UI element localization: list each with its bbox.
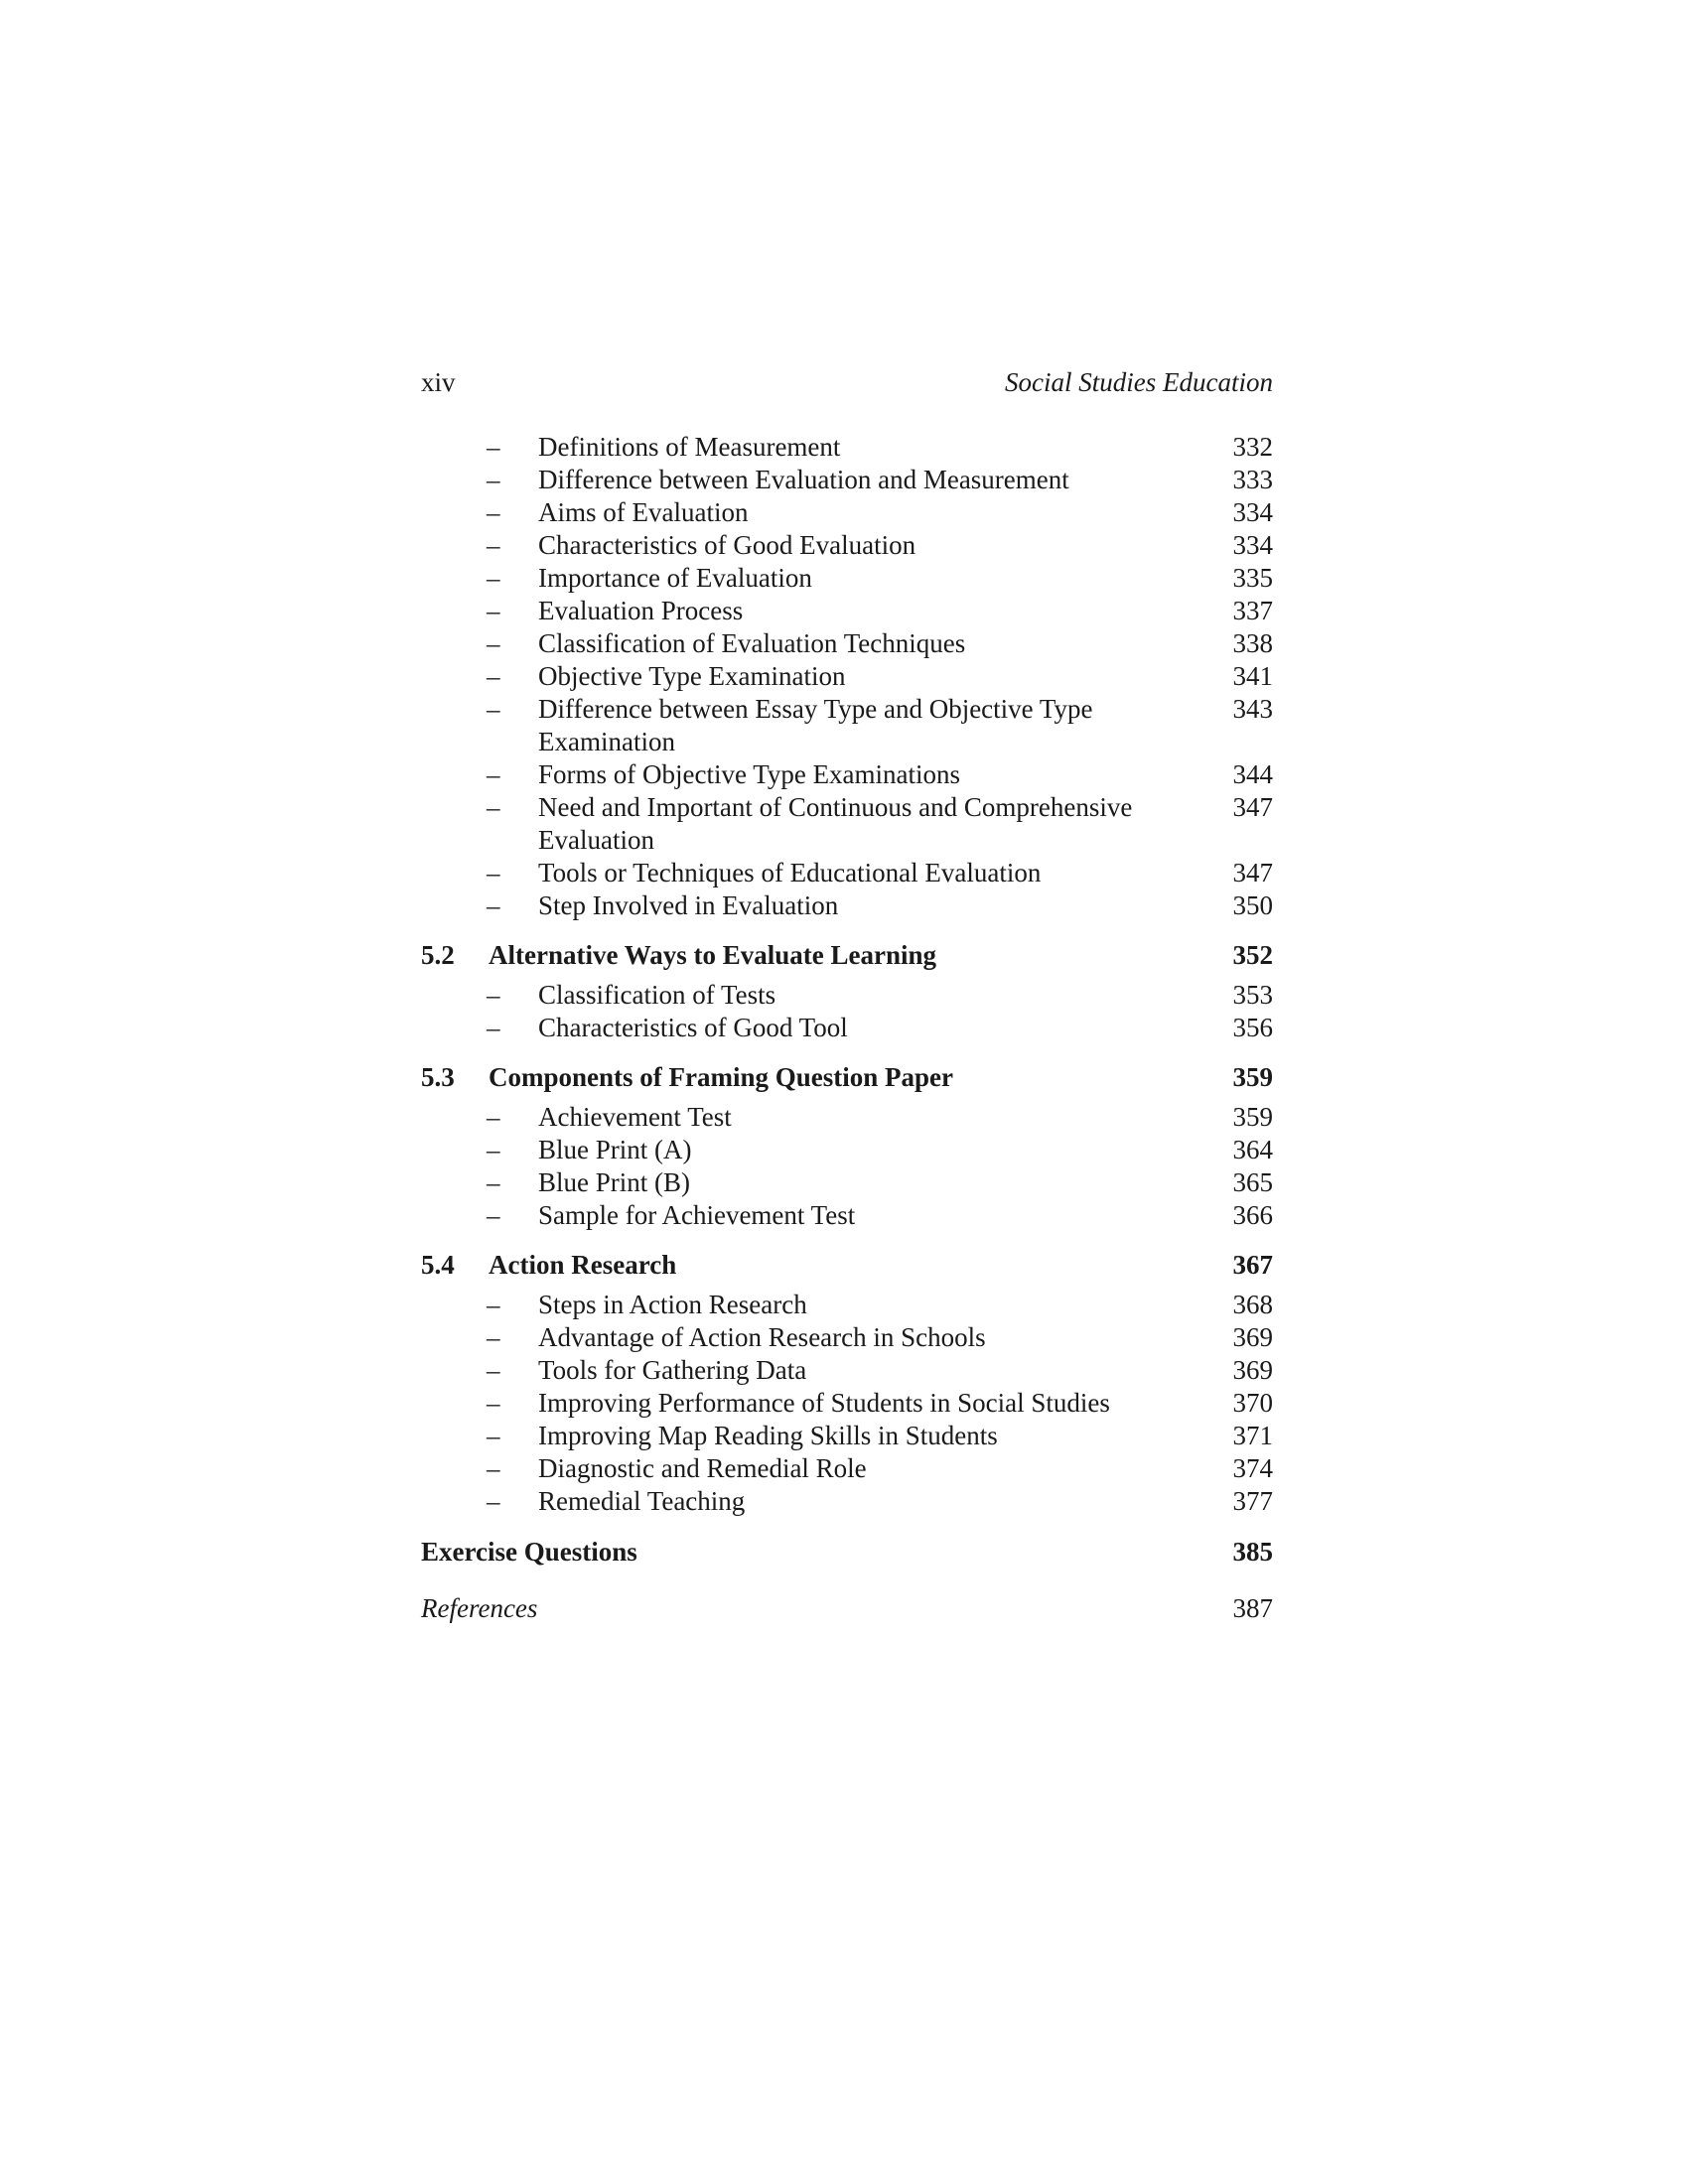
toc-item-text: Blue Print (A) [538, 1135, 692, 1164]
dash-bullet: – [487, 1013, 500, 1042]
toc-item-text: Classification of Evaluation Techniques [538, 628, 966, 658]
section-page: 359 [1232, 1062, 1273, 1092]
toc-item-page: 341 [1232, 661, 1273, 691]
toc-item-page: 334 [1232, 530, 1273, 560]
toc-item[interactable] [421, 529, 1273, 562]
exercise-questions-title: Exercise Questions [421, 1537, 637, 1567]
dash-bullet: – [487, 465, 500, 494]
references-title: References [421, 1593, 538, 1623]
toc-item[interactable] [421, 1134, 1273, 1166]
dash-bullet: – [487, 628, 500, 658]
toc-item-page: 344 [1232, 759, 1273, 789]
toc-item-page: 337 [1232, 596, 1273, 625]
toc-item-page: 347 [1232, 792, 1273, 822]
toc-item-page: 334 [1232, 497, 1273, 527]
toc-item[interactable] [421, 660, 1273, 693]
dash-bullet: – [487, 1486, 500, 1516]
toc-item[interactable] [421, 1354, 1273, 1387]
toc-item-text: Characteristics of Good Tool [538, 1013, 848, 1042]
section-number: 5.3 [421, 1062, 455, 1092]
toc-item-text: Definitions of Measurement [538, 432, 841, 462]
dash-bullet: – [487, 1421, 500, 1450]
section-page: 352 [1232, 940, 1273, 970]
dash-bullet: – [487, 1322, 500, 1352]
toc-item[interactable] [421, 1420, 1273, 1452]
toc-item-text: Achievement Test [538, 1102, 732, 1132]
toc-item-page: 366 [1232, 1200, 1273, 1230]
toc-item-text: Characteristics of Good Evaluation [538, 530, 916, 560]
dash-bullet: – [487, 792, 500, 822]
toc-item-text: Sample for Achievement Test [538, 1200, 856, 1230]
toc-item-page: 365 [1232, 1167, 1273, 1197]
dash-bullet: – [487, 1200, 500, 1230]
dash-bullet: – [487, 980, 500, 1010]
dash-bullet: – [487, 1355, 500, 1385]
toc-item-text: Tools or Techniques of Educational Evaluation [538, 858, 1042, 887]
page-folio: xiv [421, 367, 456, 397]
toc-item-page: 359 [1232, 1102, 1273, 1132]
toc-item[interactable] [421, 1485, 1273, 1518]
exercise-questions-page: 385 [1232, 1537, 1273, 1567]
toc-item-page: 353 [1232, 980, 1273, 1010]
toc-item-text: Diagnostic and Remedial Role [538, 1453, 867, 1483]
references-entry[interactable] [421, 1592, 1273, 1625]
toc-item[interactable] [421, 758, 1273, 791]
toc-item[interactable] [421, 1289, 1273, 1321]
section-heading-5-4[interactable] [421, 1249, 1273, 1282]
toc-item[interactable] [421, 496, 1273, 529]
toc-item-text: Steps in Action Research [538, 1290, 807, 1319]
toc-item[interactable] [421, 693, 1273, 758]
toc-item-page: 370 [1232, 1388, 1273, 1418]
section-number: 5.4 [421, 1250, 455, 1280]
toc-item-text: Improving Map Reading Skills in Students [538, 1421, 998, 1450]
toc-item[interactable] [421, 1387, 1273, 1420]
toc-item-text: Need and Important of Continuous and Comprehensive Evaluation [538, 792, 1133, 855]
section-title: Alternative Ways to Evaluate Learning [489, 940, 936, 970]
table-of-contents [421, 431, 1273, 1625]
toc-item[interactable] [421, 595, 1273, 627]
toc-item-page: 364 [1232, 1135, 1273, 1164]
section-5-4-items [421, 1289, 1273, 1518]
toc-item-text: Step Involved in Evaluation [538, 890, 839, 920]
dash-bullet: – [487, 1102, 500, 1132]
toc-item[interactable] [421, 431, 1273, 464]
toc-item-page: 332 [1232, 432, 1273, 462]
toc-item-text: Classification of Tests [538, 980, 776, 1010]
dash-bullet: – [487, 1453, 500, 1483]
toc-item-page: 369 [1232, 1355, 1273, 1385]
toc-item-text: Difference between Evaluation and Measurement [538, 465, 1069, 494]
references-page: 387 [1232, 1593, 1273, 1623]
dash-bullet: – [487, 497, 500, 527]
toc-item[interactable] [421, 857, 1273, 889]
toc-item-page: 374 [1232, 1453, 1273, 1483]
toc-item-page: 338 [1232, 628, 1273, 658]
running-title: Social Studies Education [1005, 367, 1273, 397]
dash-bullet: – [487, 1167, 500, 1197]
section-number: 5.2 [421, 940, 455, 970]
toc-item[interactable] [421, 1199, 1273, 1232]
toc-item-text: Evaluation Process [538, 596, 744, 625]
section-heading-5-3[interactable] [421, 1061, 1273, 1094]
dash-bullet: – [487, 661, 500, 691]
toc-item-text: Aims of Evaluation [538, 497, 749, 527]
toc-item[interactable] [421, 889, 1273, 922]
toc-item[interactable] [421, 1101, 1273, 1134]
dash-bullet: – [487, 694, 500, 724]
toc-item-page: 369 [1232, 1322, 1273, 1352]
dash-bullet: – [487, 432, 500, 462]
toc-item-page: 371 [1232, 1421, 1273, 1450]
toc-item-text: Importance of Evaluation [538, 563, 812, 593]
dash-bullet: – [487, 1135, 500, 1164]
toc-item-text: Tools for Gathering Data [538, 1355, 807, 1385]
running-header [421, 364, 1273, 400]
toc-item[interactable] [421, 1166, 1273, 1199]
toc-item-page: 368 [1232, 1290, 1273, 1319]
toc-item-page: 377 [1232, 1486, 1273, 1516]
toc-item-text: Blue Print (B) [538, 1167, 690, 1197]
toc-item-page: 347 [1232, 858, 1273, 887]
toc-item[interactable] [421, 1321, 1273, 1354]
toc-item-text: Difference between Essay Type and Objective Type Examination [538, 694, 1093, 756]
dash-bullet: – [487, 1388, 500, 1418]
toc-item-text: Remedial Teaching [538, 1486, 746, 1516]
toc-item-page: 343 [1232, 694, 1273, 724]
section-title: Action Research [489, 1250, 677, 1280]
toc-item[interactable] [421, 464, 1273, 496]
toc-item[interactable] [421, 1452, 1273, 1485]
dash-bullet: – [487, 858, 500, 887]
section-5-3-items [421, 1101, 1273, 1232]
toc-item[interactable] [421, 1012, 1273, 1044]
section-page: 367 [1232, 1250, 1273, 1280]
exercise-questions-heading[interactable] [421, 1536, 1273, 1569]
toc-item-page: 356 [1232, 1013, 1273, 1042]
toc-item-text: Advantage of Action Research in Schools [538, 1322, 986, 1352]
dash-bullet: – [487, 563, 500, 593]
toc-item-page: 350 [1232, 890, 1273, 920]
dash-bullet: – [487, 890, 500, 920]
toc-item[interactable] [421, 791, 1273, 857]
dash-bullet: – [487, 759, 500, 789]
section-heading-5-2[interactable] [421, 939, 1273, 972]
toc-item[interactable] [421, 562, 1273, 595]
dash-bullet: – [487, 596, 500, 625]
dash-bullet: – [487, 1290, 500, 1319]
toc-item-page: 333 [1232, 465, 1273, 494]
dash-bullet: – [487, 530, 500, 560]
toc-item-text: Forms of Objective Type Examinations [538, 759, 961, 789]
toc-item-text: Objective Type Examination [538, 661, 846, 691]
intro-items [421, 431, 1273, 922]
toc-item-page: 335 [1232, 563, 1273, 593]
toc-item-text: Improving Performance of Students in Social Studies [538, 1388, 1110, 1418]
toc-item[interactable] [421, 979, 1273, 1012]
toc-item[interactable] [421, 627, 1273, 660]
section-5-2-items [421, 979, 1273, 1044]
section-title: Components of Framing Question Paper [489, 1062, 953, 1092]
